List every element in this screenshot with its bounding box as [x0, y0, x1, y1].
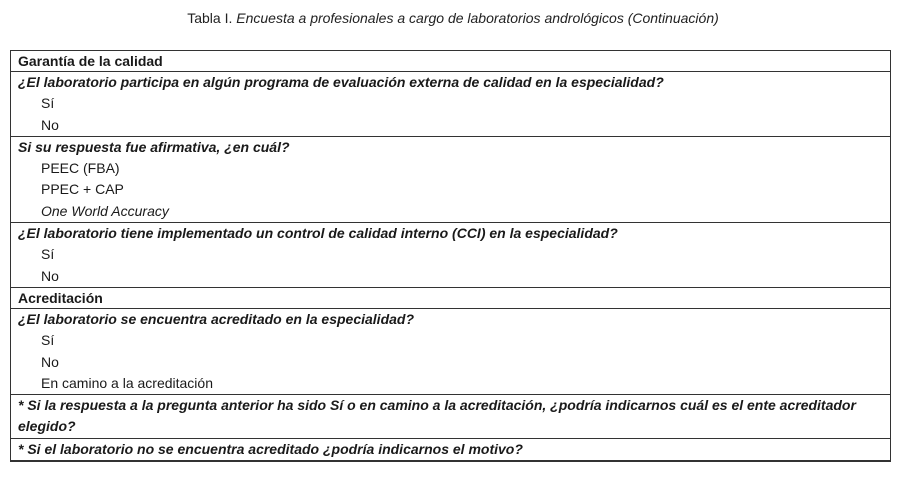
answer-option: No: [41, 116, 59, 133]
answer-option: Sí: [41, 95, 55, 112]
caption-label: Tabla I.: [187, 10, 233, 26]
question-block: [11, 71, 890, 136]
question-block: [11, 136, 890, 222]
answer-option: No: [41, 353, 59, 370]
question-title: ¿El laboratorio participa en algún programa de evaluación externa de calidad en la especialidad?: [18, 74, 664, 90]
question-title: Si su respuesta fue afirmativa, ¿en cuál?: [18, 138, 290, 155]
answer-option: One World Accuracy: [41, 202, 169, 219]
answer-option: PEEC (FBA): [41, 160, 120, 177]
question-block: [11, 308, 890, 394]
survey-table: [10, 50, 891, 462]
question-title: ¿El laboratorio se encuentra acreditado en la especialidad?: [18, 310, 415, 327]
answer-option: Sí: [41, 246, 55, 263]
table-caption: [0, 8, 906, 28]
section-header: Acreditación: [11, 287, 890, 308]
answer-option: No: [41, 267, 59, 284]
follow-up-note: * Si el laboratorio no se encuentra acreditado ¿podría indicarnos el motivo?: [11, 438, 890, 460]
answer-option: Sí: [41, 332, 55, 349]
follow-up-note: * Si la respuesta a la pregunta anterior ha sido Sí o en camino a la acreditación, ¿podría indicarnos cuál es el ente acreditador elegido?: [11, 394, 890, 438]
answer-option: En camino a la acreditación: [41, 374, 213, 391]
section-header: Garantía de la calidad: [18, 53, 163, 69]
answer-option: PPEC + CAP: [41, 181, 124, 198]
question-title: ¿El laboratorio tiene implementado un control de calidad interno (CCI) en la especialidad?: [18, 225, 618, 242]
question-block: [11, 222, 890, 287]
caption-text: Encuesta a profesionales a cargo de laboratorios andrológicos (Continuación): [236, 10, 719, 26]
